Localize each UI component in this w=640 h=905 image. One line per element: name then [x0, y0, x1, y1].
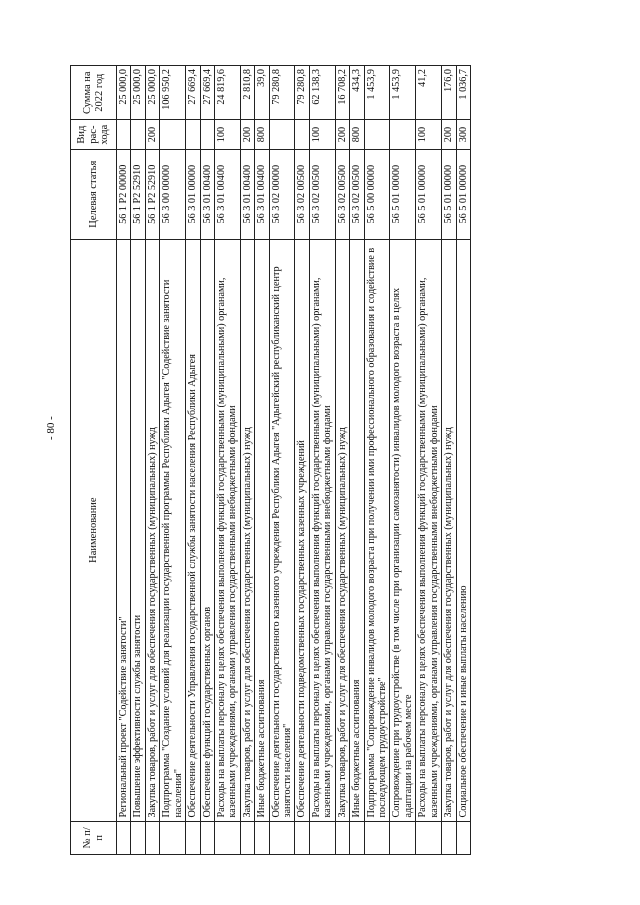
row-sum: 2 810,8 — [240, 66, 254, 120]
row-vid — [295, 120, 309, 149]
page-number: - 80 - — [45, 416, 57, 440]
row-vid: 800 — [255, 120, 269, 149]
table-row — [442, 66, 456, 855]
table-row — [416, 66, 442, 855]
header-name: Наименование — [71, 239, 117, 821]
row-code: 56 3 01 00400 — [200, 149, 214, 239]
row-sum: 62 138,3 — [309, 66, 335, 120]
row-num — [200, 821, 214, 854]
row-sum: 176,0 — [442, 66, 456, 120]
row-sum: 41,2 — [416, 66, 442, 120]
row-name: Обеспечение функций государственных органов — [200, 239, 214, 821]
row-num — [160, 821, 186, 854]
row-code: 56 3 01 00400 — [255, 149, 269, 239]
row-num — [240, 821, 254, 854]
row-sum: 434,3 — [350, 66, 364, 120]
header-sum: Сумма на 2022 год — [71, 66, 117, 120]
row-vid: 200 — [335, 120, 349, 149]
row-code: 56 3 02 00500 — [335, 149, 349, 239]
table-row — [145, 66, 159, 855]
table-row — [240, 66, 254, 855]
row-name: Обеспечение деятельности государственного казенного учреждения Республики Адыгея "Адыгейский республиканский центр занятости населения" — [269, 239, 295, 821]
table-row — [295, 66, 309, 855]
row-code: 56 3 01 00400 — [240, 149, 254, 239]
row-code: 56 5 01 00000 — [416, 149, 442, 239]
row-name: Обеспечение деятельности Управления государственной службы занятости населения Республики Адыгея — [186, 239, 200, 821]
budget-table-rotated-container — [70, 65, 610, 855]
header-num: № п/п — [71, 821, 117, 854]
table-row — [390, 66, 416, 855]
table-row — [131, 66, 145, 855]
row-num — [390, 821, 416, 854]
row-num — [364, 821, 390, 854]
row-code: 56 3 02 00500 — [295, 149, 309, 239]
row-name: Закупка товаров, работ и услуг для обеспечения государственных (муниципальных) нужд — [442, 239, 456, 821]
row-name: Закупка товаров, работ и услуг для обеспечения государственных (муниципальных) нужд — [335, 239, 349, 821]
budget-table — [70, 65, 471, 855]
row-num — [350, 821, 364, 854]
row-vid — [269, 120, 295, 149]
row-code: 56 5 01 00000 — [456, 149, 470, 239]
row-vid — [390, 120, 416, 149]
row-num — [269, 821, 295, 854]
table-body — [117, 66, 471, 855]
row-sum: 1 453,9 — [364, 66, 390, 120]
row-sum: 79 280,8 — [269, 66, 295, 120]
row-num — [117, 821, 131, 854]
row-sum: 25 000,0 — [131, 66, 145, 120]
row-num — [335, 821, 349, 854]
row-sum: 1 453,9 — [390, 66, 416, 120]
row-name: Иные бюджетные ассигнования — [350, 239, 364, 821]
table-row — [364, 66, 390, 855]
row-name: Подпрограмма "Создание условий для реализации государственной программы Республики Адыгея "Содействие занятости населения" — [160, 239, 186, 821]
row-code: 56 3 01 00000 — [186, 149, 200, 239]
row-num — [131, 821, 145, 854]
row-name: Обеспечение деятельности подведомственных государственных казенных учреждений — [295, 239, 309, 821]
row-vid — [364, 120, 390, 149]
table-row — [350, 66, 364, 855]
row-sum: 79 280,8 — [295, 66, 309, 120]
row-sum: 1 036,7 — [456, 66, 470, 120]
row-code: 56 3 01 00400 — [214, 149, 240, 239]
row-code: 56 1 Р2 52910 — [131, 149, 145, 239]
row-name: Расходы на выплаты персоналу в целях обеспечения выполнения функций государственными (муниципальными) органами, казенными учреждениями, органами управления государственными внебюджетными фондами — [214, 239, 240, 821]
row-vid — [186, 120, 200, 149]
row-sum: 27 669,4 — [186, 66, 200, 120]
row-code: 56 5 01 00000 — [442, 149, 456, 239]
row-name: Социальное обеспечение и иные выплаты населению — [456, 239, 470, 821]
row-name: Сопровождение при трудоустройстве (в том числе при организации самозанятости) инвалидов молодого возраста в целях адаптации на рабочем месте — [390, 239, 416, 821]
row-vid: 100 — [416, 120, 442, 149]
row-name: Подпрограмма "Сопровождение инвалидов молодого возраста при получении ими профессионального образования и содействие в последующем трудоустройстве" — [364, 239, 390, 821]
row-vid: 800 — [350, 120, 364, 149]
row-code: 56 3 02 00500 — [309, 149, 335, 239]
table-row — [214, 66, 240, 855]
row-code: 56 3 02 00500 — [350, 149, 364, 239]
row-code: 56 5 01 00000 — [390, 149, 416, 239]
row-vid: 200 — [240, 120, 254, 149]
row-vid — [117, 120, 131, 149]
row-sum: 24 819,6 — [214, 66, 240, 120]
row-code: 56 3 00 00000 — [160, 149, 186, 239]
row-vid: 300 — [456, 120, 470, 149]
row-name: Повышение эффективности службы занятости — [131, 239, 145, 821]
row-sum: 25 000,0 — [145, 66, 159, 120]
row-code: 56 5 00 00000 — [364, 149, 390, 239]
row-num — [456, 821, 470, 854]
table-row — [309, 66, 335, 855]
row-code: 56 1 Р2 52910 — [145, 149, 159, 239]
row-name: Закупка товаров, работ и услуг для обеспечения государственных (муниципальных) нужд — [145, 239, 159, 821]
row-sum: 25 000,0 — [117, 66, 131, 120]
row-vid: 100 — [309, 120, 335, 149]
row-num — [214, 821, 240, 854]
row-name: Региональный проект "Содействие занятости" — [117, 239, 131, 821]
table-row — [269, 66, 295, 855]
row-sum: 39,0 — [255, 66, 269, 120]
row-num — [295, 821, 309, 854]
row-vid: 100 — [214, 120, 240, 149]
row-sum: 106 950,2 — [160, 66, 186, 120]
row-vid: 200 — [145, 120, 159, 149]
row-code: 56 1 Р2 00000 — [117, 149, 131, 239]
table-row — [186, 66, 200, 855]
table-row — [200, 66, 214, 855]
table-row — [160, 66, 186, 855]
header-vid: Вид рас-хода — [71, 120, 117, 149]
row-num — [186, 821, 200, 854]
row-code: 56 3 02 00000 — [269, 149, 295, 239]
row-name: Закупка товаров, работ и услуг для обеспечения государственных (муниципальных) нужд — [240, 239, 254, 821]
row-vid — [160, 120, 186, 149]
row-sum: 27 669,4 — [200, 66, 214, 120]
row-num — [255, 821, 269, 854]
row-name: Расходы на выплаты персоналу в целях обеспечения выполнения функций государственными (муниципальными) органами, казенными учреждениями, органами управления государственными внебюджетными фондами — [416, 239, 442, 821]
row-vid — [200, 120, 214, 149]
table-header — [71, 66, 117, 855]
header-code: Целевая статья — [71, 149, 117, 239]
row-name: Иные бюджетные ассигнования — [255, 239, 269, 821]
row-num — [442, 821, 456, 854]
row-name: Расходы на выплаты персоналу в целях обеспечения выполнения функций государственными (муниципальными) органами, казенными учреждениями, органами управления государственными внебюджетными фондами — [309, 239, 335, 821]
row-num — [145, 821, 159, 854]
table-row — [255, 66, 269, 855]
row-vid: 200 — [442, 120, 456, 149]
table-row — [117, 66, 131, 855]
table-row — [335, 66, 349, 855]
row-sum: 16 708,2 — [335, 66, 349, 120]
table-row — [456, 66, 470, 855]
row-num — [309, 821, 335, 854]
row-num — [416, 821, 442, 854]
row-vid — [131, 120, 145, 149]
